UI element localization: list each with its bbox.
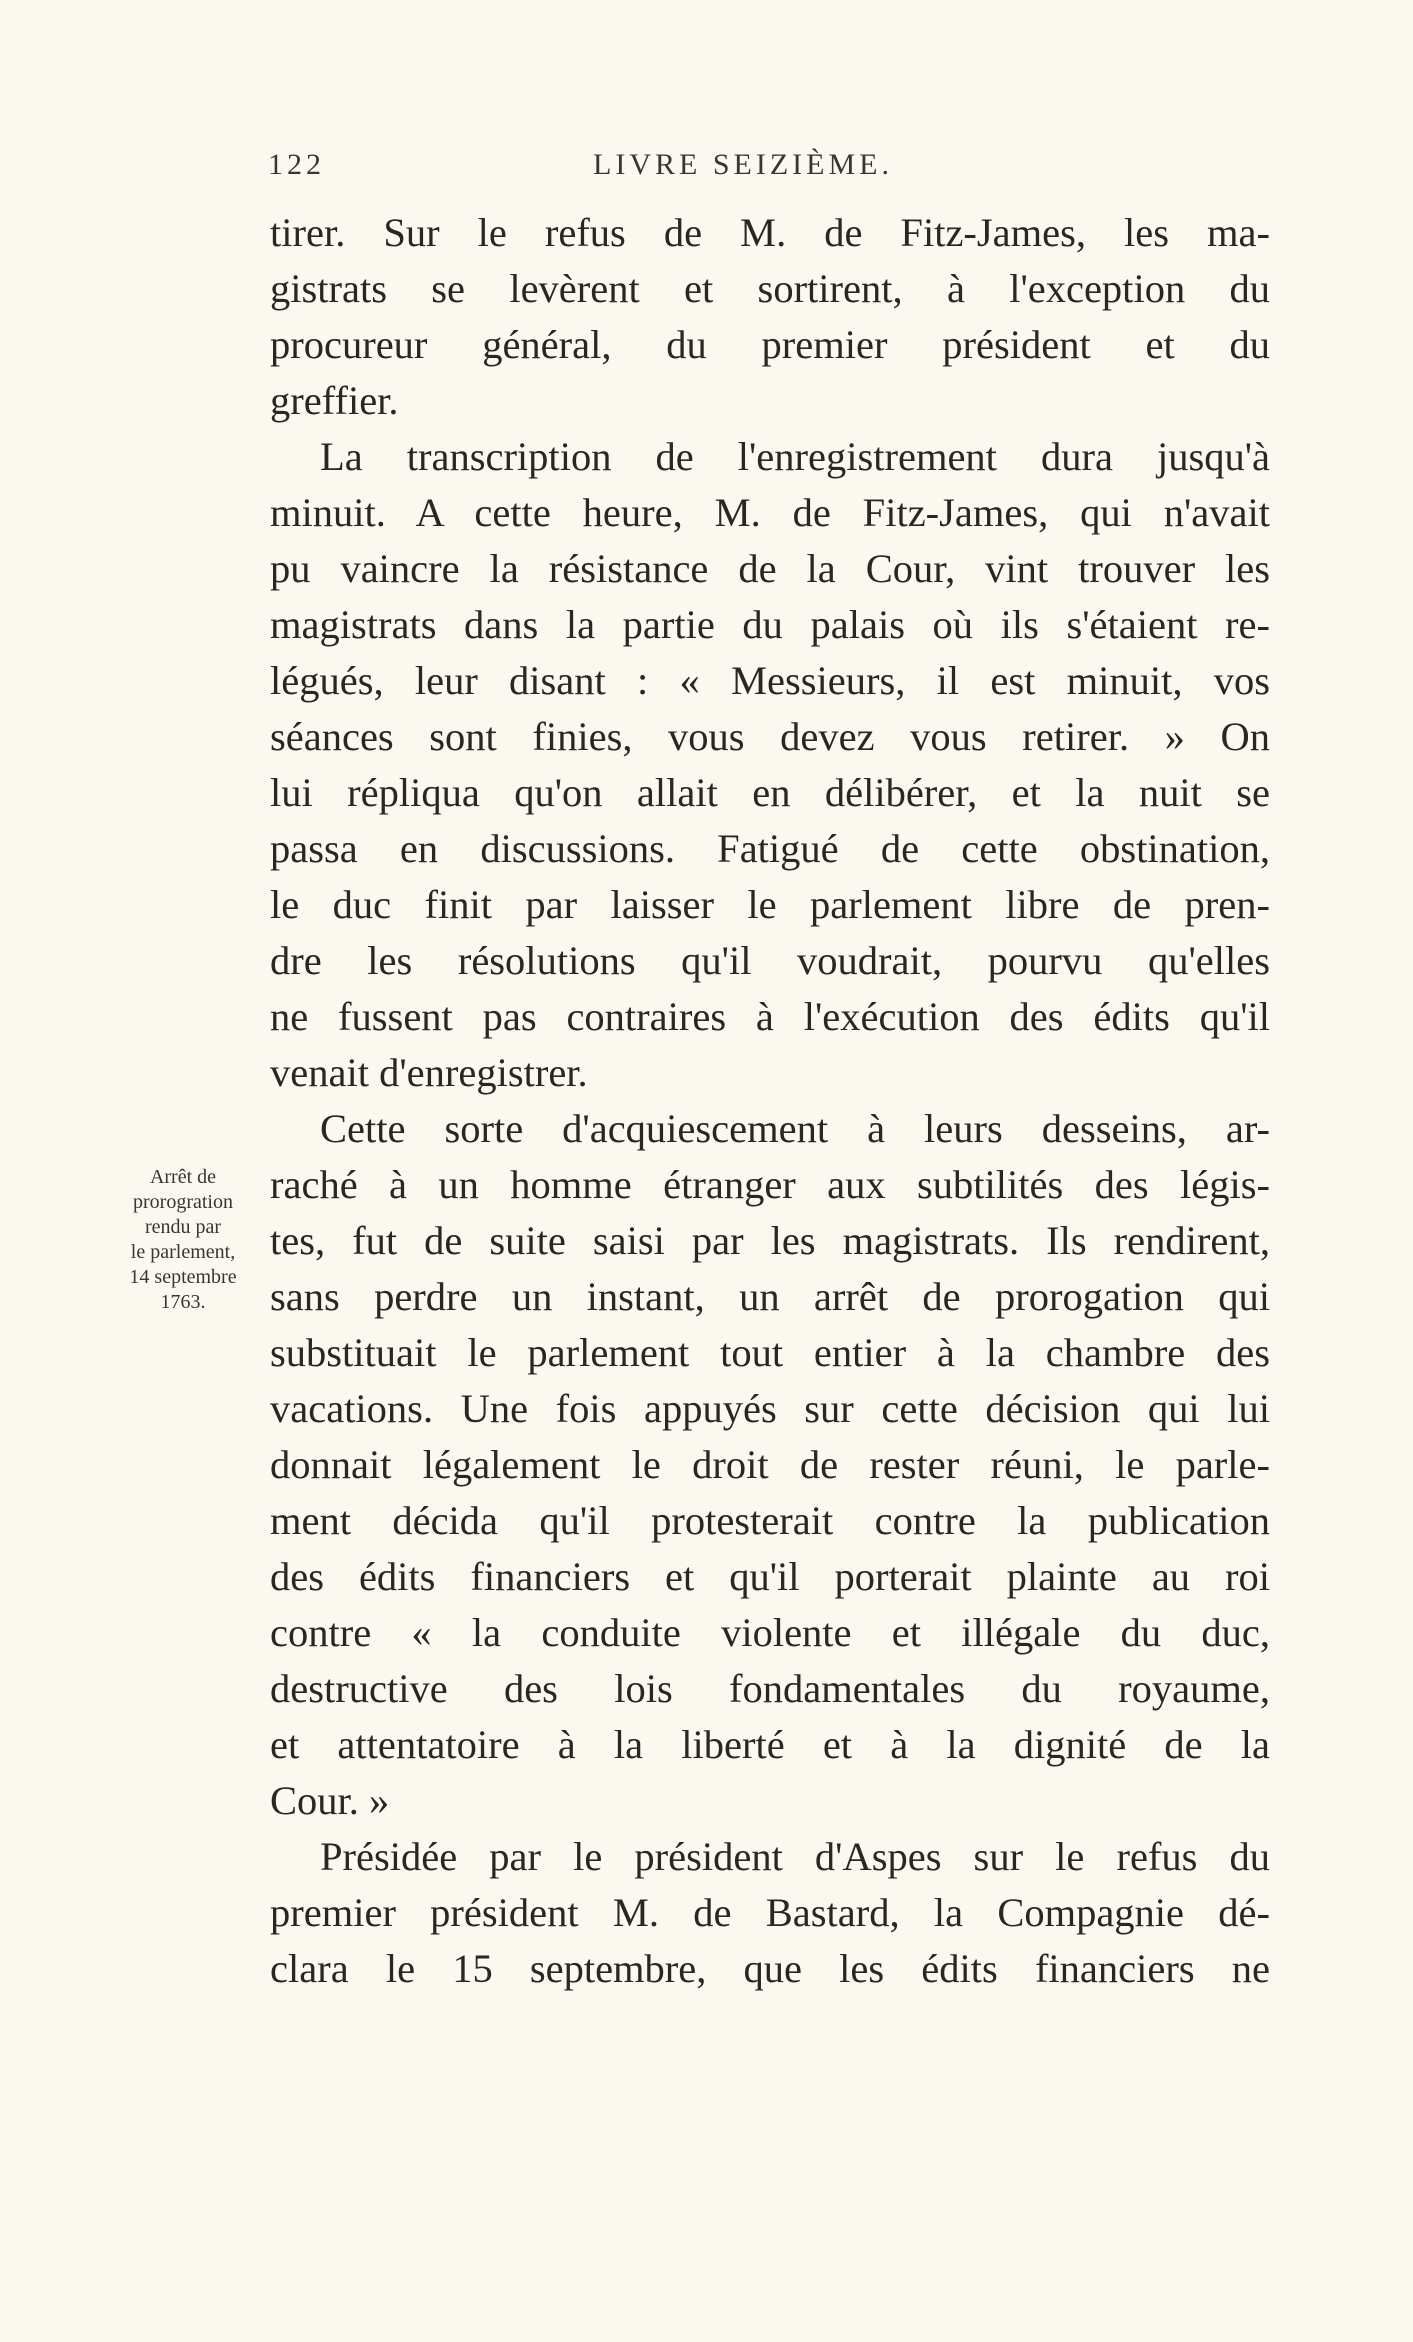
margin-note-line: rendu par	[144, 1216, 222, 1238]
text-line: donnait légalement le droit de rester réuni, le parle-	[270, 1442, 1270, 1487]
text-line: pu vaincre la résistance de la Cour, vint trouver les	[270, 546, 1270, 591]
running-title: LIVRE SEIZIÈME.	[593, 148, 893, 181]
text-line: magistrats dans la partie du palais où ils s'étaient re-	[270, 602, 1270, 647]
text-line: clara le 15 septembre, que les édits financiers ne	[270, 1946, 1270, 1991]
text-line: tes, fut de suite saisi par les magistrats. Ils rendirent,	[270, 1218, 1270, 1263]
text-line: légués, leur disant : « Messieurs, il est minuit, vos	[270, 658, 1270, 703]
text-line: venait d'enregistrer.	[270, 1050, 588, 1095]
text-line: minuit. A cette heure, M. de Fitz-James, qui n'avait	[270, 490, 1270, 535]
body-text	[270, 205, 1270, 1997]
text-line: dre les résolutions qu'il voudrait, pourvu qu'elles	[270, 938, 1270, 983]
text-line: lui répliqua qu'on allait en délibérer, et la nuit se	[270, 770, 1270, 815]
text-line: Cette sorte d'acquiescement à leurs desseins, ar-	[320, 1106, 1270, 1151]
page-number: 122	[268, 148, 325, 181]
text-line: vacations. Une fois appuyés sur cette décision qui lui	[270, 1386, 1270, 1431]
text-line: Présidée par le président d'Aspes sur le refus du	[320, 1834, 1270, 1879]
margin-note-line: prorogration	[133, 1191, 233, 1213]
text-line: gistrats se levèrent et sortirent, à l'exception du	[270, 266, 1270, 311]
text-line: raché à un homme étranger aux subtilités des légis-	[270, 1162, 1270, 1207]
page-header	[268, 148, 1268, 192]
text-line: des édits financiers et qu'il porterait plainte au roi	[270, 1554, 1270, 1599]
margin-note-line: 14 septembre	[129, 1266, 237, 1288]
margin-note-line: 1763.	[160, 1291, 206, 1313]
text-line: substituait le parlement tout entier à la chambre des	[270, 1330, 1270, 1375]
text-line: ne fussent pas contraires à l'exécution des édits qu'il	[270, 994, 1270, 1039]
text-line: sans perdre un instant, un arrêt de prorogation qui	[270, 1274, 1270, 1319]
text-line: ment décida qu'il protesterait contre la publication	[270, 1498, 1270, 1543]
text-line: procureur général, du premier président et du	[270, 322, 1270, 367]
text-line: le duc finit par laisser le parlement libre de pren-	[270, 882, 1270, 927]
text-line: greffier.	[270, 378, 399, 423]
text-line: premier président M. de Bastard, la Compagnie dé-	[270, 1890, 1270, 1935]
text-line: tirer. Sur le refus de M. de Fitz-James, les ma-	[270, 210, 1270, 255]
text-line: et attentatoire à la liberté et à la dignité de la	[270, 1722, 1270, 1767]
margin-note	[118, 1165, 248, 1315]
text-line: séances sont finies, vous devez vous retirer. » On	[270, 714, 1270, 759]
text-line: contre « la conduite violente et illégale du duc,	[270, 1610, 1270, 1655]
text-line: destructive des lois fondamentales du royaume,	[270, 1666, 1270, 1711]
margin-note-line: le parlement,	[130, 1241, 236, 1263]
text-line: La transcription de l'enregistrement dura jusqu'à	[320, 434, 1270, 479]
margin-note-line: Arrêt de	[149, 1166, 217, 1188]
text-line: Cour. »	[270, 1778, 390, 1823]
text-line: passa en discussions. Fatigué de cette obstination,	[270, 826, 1270, 871]
